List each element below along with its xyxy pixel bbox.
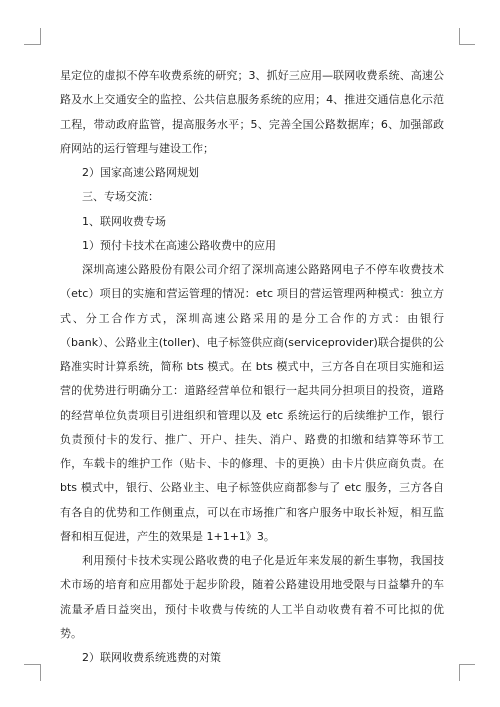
section-heading: 1）预付卡技术在高速公路收费中的应用 <box>82 238 276 252</box>
crop-mark-top-left <box>24 44 40 45</box>
crop-mark-bottom-right <box>459 664 475 665</box>
section-heading: 2）联网收费系统逃费的对策 <box>82 651 221 664</box>
section-heading: 三、专场交流： <box>82 190 159 204</box>
document-body <box>60 64 444 670</box>
crop-mark-top-left <box>40 28 41 45</box>
paragraph: 利用预付卡技术实现公路收费的电子化是近年来发展的新生事物，我国技术市场的培育和应用都处于起步阶段，随着公路建设用地受限与日益攀升的车流量矛盾日益突出，预付卡收费与传统的人工半自动收费有着不可比拟的优势。 <box>60 554 444 640</box>
crop-mark-bottom-right <box>459 664 460 681</box>
crop-mark-top-right <box>459 44 475 45</box>
crop-mark-bottom-left <box>24 664 40 665</box>
section-heading: 2）国家高速公路网规划 <box>82 166 199 179</box>
crop-mark-top-right <box>459 28 460 45</box>
paragraph: 深圳高速公路股份有限公司介绍了深圳高速公路路网电子不停车收费技术（etc）项目的实施和营运管理的情况：etc 项目的营运管理两种模式：独立方式、分工合作方式，深圳高速公路采用的是分工合作的方式：由银行（bank）、公路业主(toller)、电子标签供应商(serviceprovider)联合提供的公路准实时计算系统，简称 bts 模式。在 bts 模式中，三方各自在项目实施和运营的优势进行明确分工：道路经营单位和银行一起共同分担项目的投资，道路的经营单位负责项目引进组织和管理以及 etc 系统运行的后续维护工作，银行负责预付卡的发行、推广、开户、挂失、消户、路费的扣缴和结算等环节工作，车载卡的维护工作（贴卡、卡的修理、卡的更换）由卡片供应商负责。在 bts 模式中，银行、公路业主、电子标签供应商都参与了 etc 服务，三方各自有各自的优势和工作侧重点，可以在市场推广和客户服务中取长补短，相互监督和相互促进，产生的效果是 1+1+1》3。 <box>60 263 444 543</box>
paragraph-continuation: 星定位的虚拟不停车收费系统的研究；3、抓好三应用—联网收费系统、高速公路及水上交通安全的监控、公共信息服务系统的应用；4、推进交通信息化示范工程，带动政府监管，提高服务水平；5、完善全国公路数据库；6、加强部政府网站的运行管理与建设工作； <box>60 69 444 155</box>
crop-mark-bottom-left <box>40 664 41 681</box>
section-heading: 1、联网收费专场 <box>82 214 166 228</box>
